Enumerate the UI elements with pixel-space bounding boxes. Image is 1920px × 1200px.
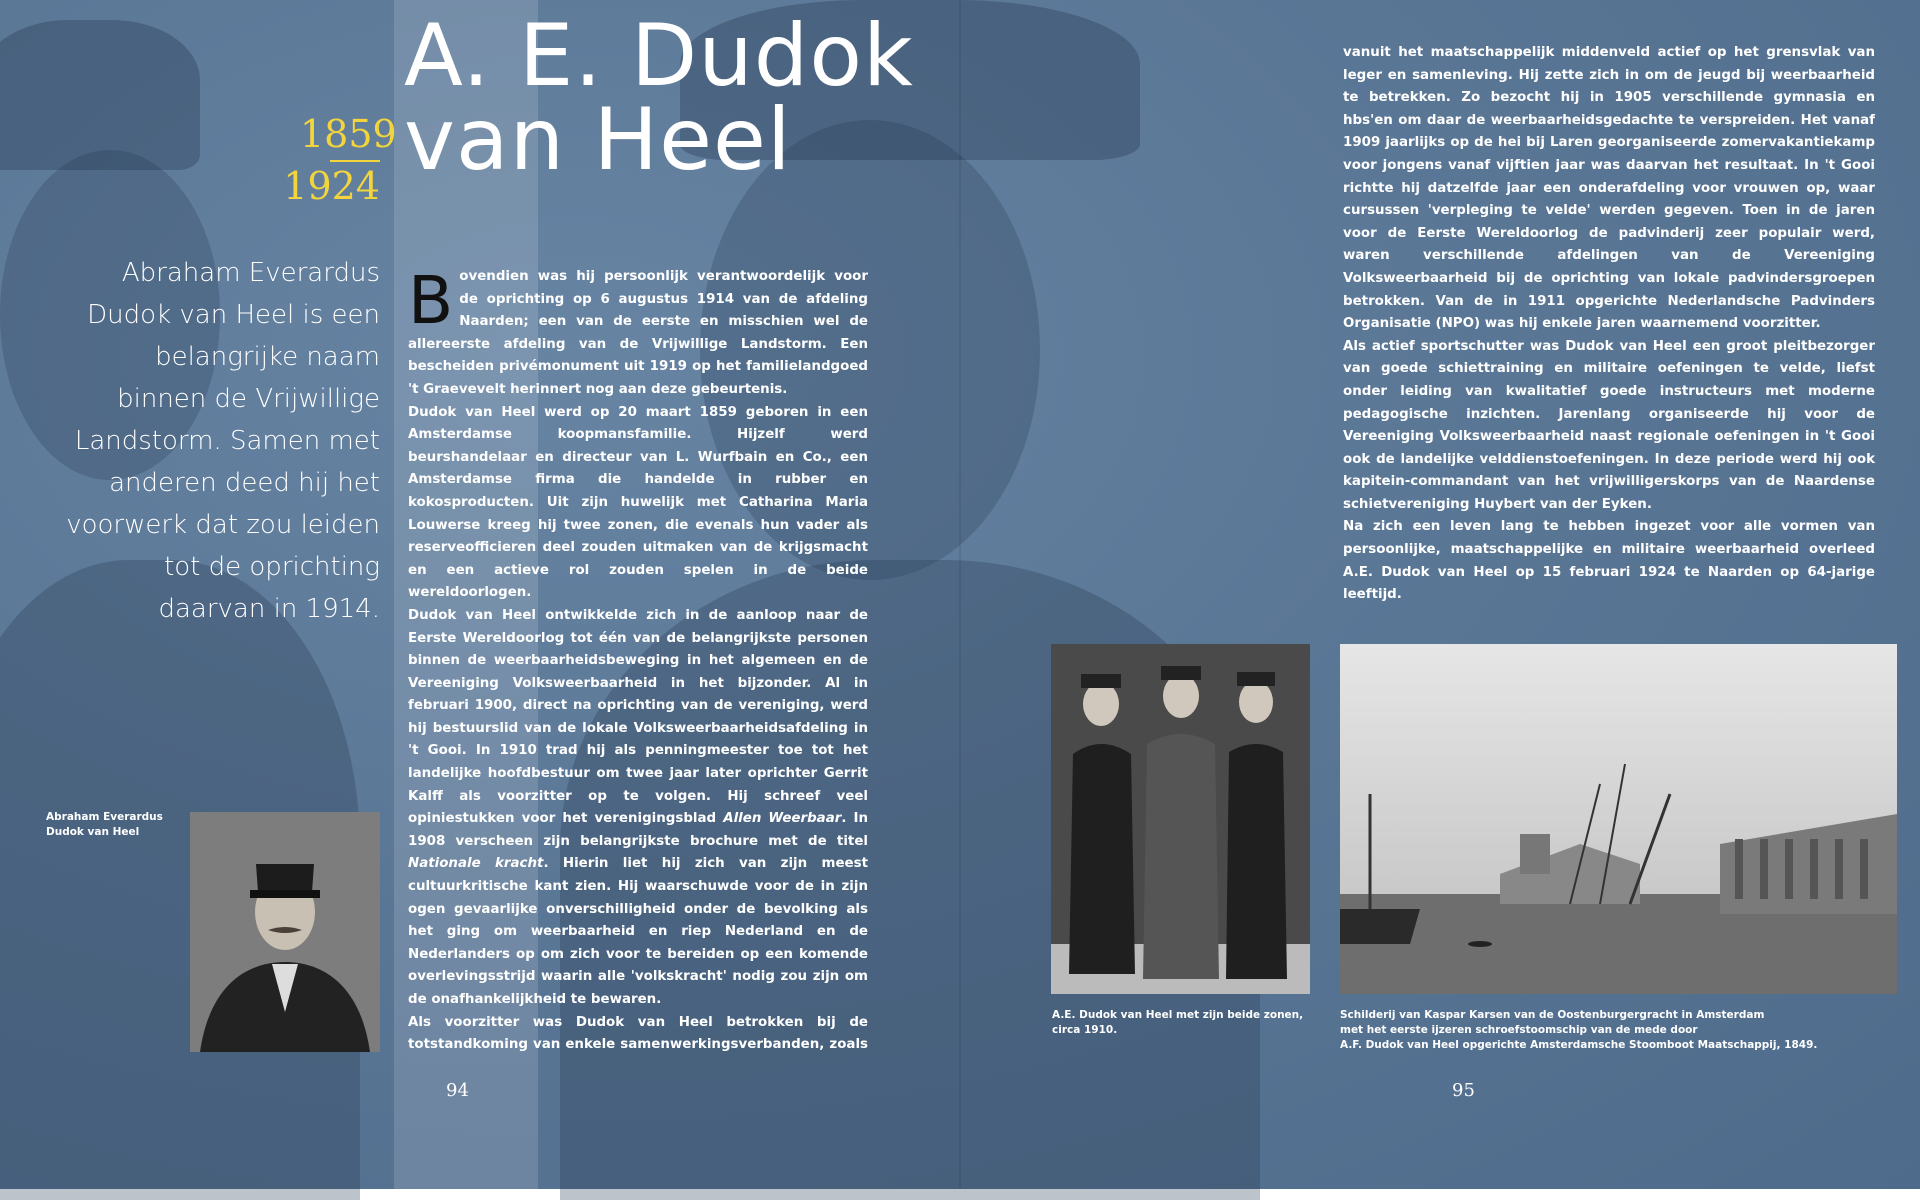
sons-photo <box>1051 644 1310 994</box>
caption-line: met het eerste ijzeren schroefstoomschip van de mede door <box>1340 1024 1698 1036</box>
paragraph-text: Dudok van Heel ontwikkelde zich in de aanloop naar de Eerste Wereldoorlog tot één van de belangrijkste personen binnen de weerbaarheidsbeweging in het algemeen en de Vereeniging Volksweerbaarheid in het bijzonder. Al in februari 1900, direct na oprichting van de vereniging, werd hij bestuurslid van de lokale Volksweerbaarheidsafdeling in 't Gooi. In 1910 trad hij als penningmeester toe tot het landelijke hoofdbestuur om twee jaar later oprichter Gerrit Kalff als voorzitter op te volgen. Hij schreef veel opiniestukken voor het verenigingsblad <box>408 607 868 827</box>
painting-caption <box>1340 1008 1900 1053</box>
sons-caption: A.E. Dudok van Heel met zijn beide zonen, circa 1910. <box>1052 1009 1304 1036</box>
paragraph: vanuit het maatschappelijk middenveld actief op het grensvlak van leger en samenleving. Hij zette zich in om de jeugd bij weerbaarheid te betrekken. Zo bezocht hij in 1905 verschillende gymnasia en hbs'en om daar de weerbaarheidsgedachte te verspreiden. Het vanaf 1909 jaarlijks op de hei bij Laren georganiseerde zomervakantiekamp voor jongens vanaf vijftien jaar was daarvan het resultaat. In 't Gooi richtte hij datzelfde jaar een onderafdeling voor vrouwen op, waar cursussen 'verpleging te velde' werden gegeven. Toen in de jaren voor de Eerste Wereldoorlog de padvinderij zeer populair werd, waren verschillende afdelingen van de Vereeniging Volksweerbaarheid bij de oprichting van lokale padvindersgroepen betrokken. Van de in 1911 opgerichte Nederlandsche Padvinders Organisatie (NPO) was hij enkele jaren waarnemend voorzitter. <box>1343 45 1875 332</box>
caption-line: Schilderij van Kaspar Karsen van de Oostenburgergracht in Amsterdam <box>1340 1009 1765 1021</box>
paragraph: Dudok van Heel werd op 20 maart 1859 geboren in een Amsterdamse koopmansfamilie. Hijzelf werd beurshandelaar en directeur van L. Wurfbain en Co., een Amsterdamse firma die handelde in rubber en kokosproducten. Uit zijn huwelijk met Catharina Maria Louwerse kreeg hij twee zonen, die evenals hun vader als reserveofficieren deel zouden uitmaken van de krijgsmacht en een actieve rol zouden spelen in de beide wereldoorlogen. <box>408 404 868 601</box>
title-line-1: A. E. Dudok <box>404 6 914 106</box>
title-line-2: van Heel <box>404 90 792 190</box>
paragraph-text: . In 1908 verscheen zijn belangrijkste brochure met de titel <box>408 811 868 849</box>
intro-text: Abraham Everardus Dudok van Heel is een belangrijke naam binnen de Vrijwillige Landstorm. Samen met anderen deed hij het voorwerk dat zou leiden tot de oprichting daarvan in 1914. <box>66 258 380 624</box>
paragraph <box>408 266 868 402</box>
paragraph: Als voorzitter was Dudok van Heel betrokken bij de totstandkoming van enkele samenwerkingsverbanden, zoals <box>408 1014 868 1053</box>
page-title <box>404 6 914 190</box>
background-cap-left <box>0 20 200 170</box>
death-year: 1924 <box>283 164 380 208</box>
caption-line: A.F. Dudok van Heel opgerichte Amsterdamsche Stoomboot Maatschappij, 1849. <box>1340 1039 1818 1051</box>
drop-cap: B <box>408 266 454 339</box>
page-number-right: 95 <box>1452 1080 1475 1101</box>
paragraph-text: ovendien was hij persoonlijk verantwoordelijk voor de oprichting op 6 augustus 1914 van de afdeling Naarden; een van de eerste en misschien wel de allereerste afdeling van de Vrijwillige Landstorm. Een bescheiden privémonument uit 1919 op het familielandgoed 't Graevevelt herinnert nog aan deze gebeurtenis. <box>408 269 868 397</box>
portrait-photo <box>190 812 380 1052</box>
page-number-left: 94 <box>446 1080 469 1101</box>
page-gutter <box>959 0 961 1189</box>
birth-year: 1859 <box>300 112 397 156</box>
life-years <box>283 110 397 210</box>
portrait-caption: Abraham Everardus Dudok van Heel <box>46 811 163 838</box>
brochure-title: Nationale kracht <box>408 856 544 872</box>
paragraph: Als actief sportschutter was Dudok van Heel een groot pleitbezorger van goede schiettraining en militaire oefeningen te velde, liefst onder leiding van kwalitatief goede instructeurs met moderne pedagogische inzichten. Jarenlang organiseerde hij voor de Vereeniging Volksweerbaarheid naast regionale oefeningen in 't Gooi ook de landelijke velddienstoefeningen. In deze periode werd hij ook kapitein-commandant van het vrijwilligerskorps van de Naardense schietvereniging Huybert van der Eyken. <box>1343 338 1875 512</box>
body-column-left <box>408 266 868 1056</box>
paragraph-text: . Hierin liet hij zich van zijn meest cultuurkritische kant zien. Hij waarschuwde voor de in zijn ogen gevaarlijke onverschilligheid onder de bevolking als het ging om weerbaarheid en riep Nederland en de Nederlanders op om zich voor te bereiden op een komende overlevingsstrijd waarin alle 'volkskracht' nodig zou zijn om de onafhankelijkheid te bewaren. <box>408 856 868 1007</box>
paragraph <box>408 605 868 1012</box>
paragraph: Na zich een leven lang te hebben ingezet voor alle vormen van persoonlijke, maatschappelijke en militaire weerbaarheid overleed A.E. Dudok van Heel op 15 februari 1924 te Naarden op 64-jarige leeftijd. <box>1343 519 1875 603</box>
canal-painting <box>1340 644 1897 994</box>
body-column-right <box>1343 42 1875 607</box>
birth-year-line <box>300 110 397 162</box>
magazine-title: Allen Weerbaar <box>723 811 842 827</box>
